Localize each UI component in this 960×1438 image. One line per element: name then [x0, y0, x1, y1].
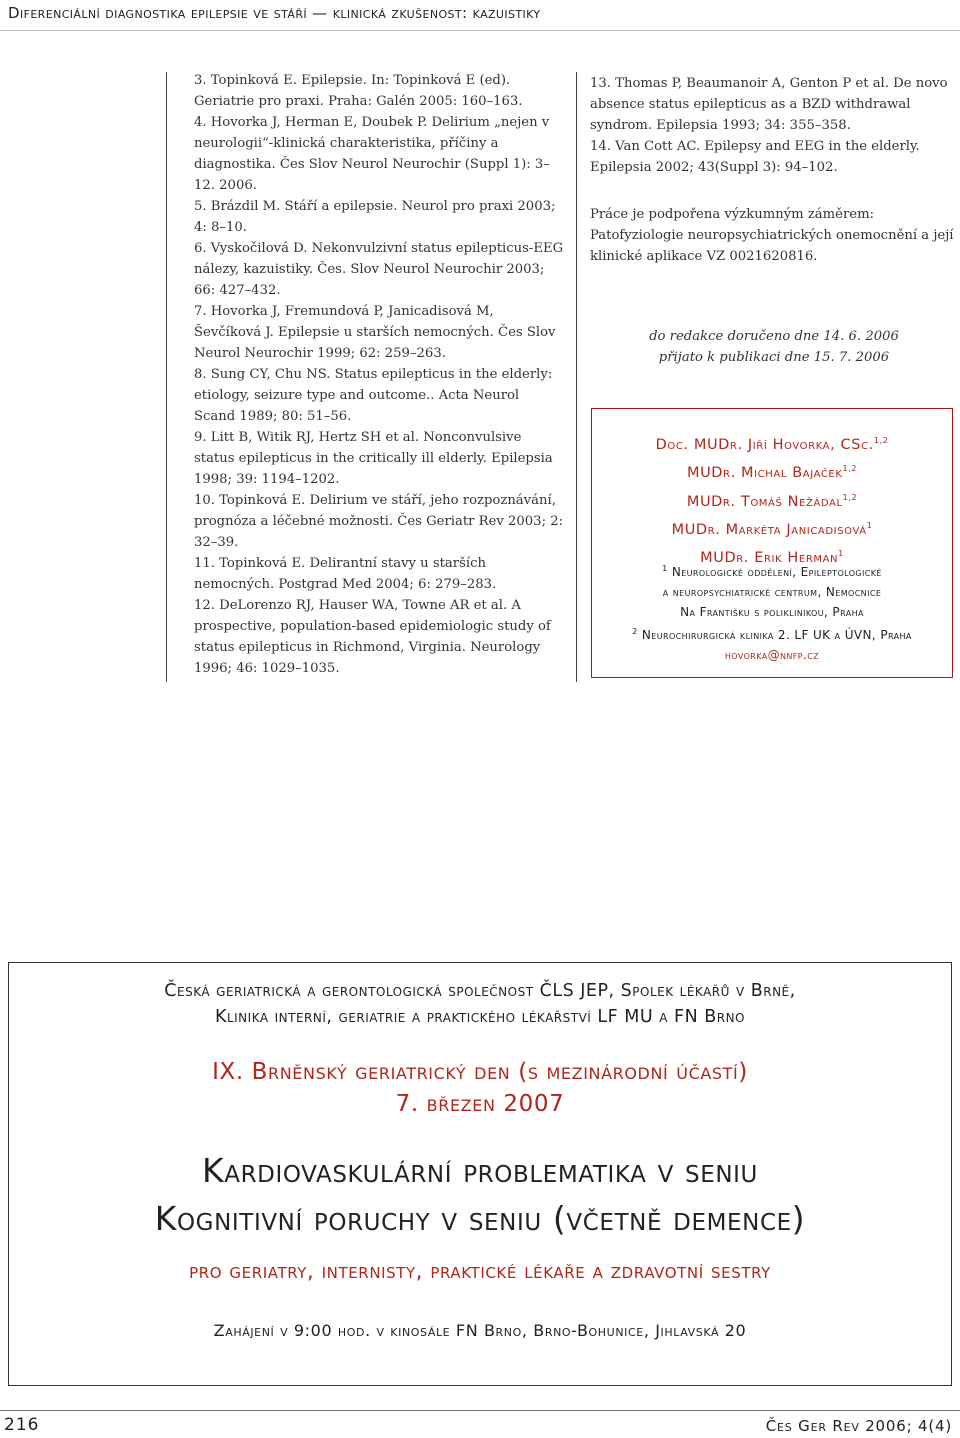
- event-announcement: [8, 962, 952, 1386]
- reference-item: 14. Van Cott AC. Epilepsy and EEG in the elderly. Epilepsia 2002; 43(Suppl 3): 94–102.: [590, 139, 920, 175]
- author-list: [592, 429, 952, 571]
- header-divider: [0, 30, 960, 31]
- organizer-line: Česká geriatrická a gerontologická společnost ČLS JEP, Spolek lékařů v Brně,: [164, 981, 796, 1001]
- author-name: MUDr. Erik Herman$^1$: [700, 549, 844, 567]
- affiliation-line: $^2$ Neurochirurgická klinika 2. LF UK a ÚVN, Praha: [632, 627, 912, 642]
- column-rule-middle: [576, 72, 577, 682]
- event-topic: Kardiovaskulární problematika v seniu: [202, 1151, 758, 1190]
- email-link[interactable]: hovorka@nnfp.cz: [724, 648, 820, 662]
- author-name: MUDr. Markéta Janicadisová$^1$: [671, 520, 873, 538]
- page-number: 216: [4, 1415, 40, 1435]
- reference-item: 7. Hovorka J, Fremundová P, Janicadisová M, Ševčíková J. Epilepsie u starších nemocných. Čes Slov Neurol Neurochir 1999; 62: 259–263.: [194, 304, 556, 361]
- reference-item: 3. Topinková E. Epilepsie. In: Topinková E (ed). Geriatrie pro praxi. Praha: Galén 2005: 160–163.: [194, 73, 523, 109]
- affiliation-line: $^1$ Neurologické oddělení, Epileptologické: [662, 564, 882, 579]
- affiliation-line: Na Františku s poliklinikou, Praha: [680, 605, 864, 619]
- author-box: [591, 408, 953, 678]
- affiliations: [592, 559, 952, 665]
- author-name: Doc. MUDr. Jiří Hovorka, CSc.$^{1,2}$: [655, 436, 889, 453]
- reference-item: 6. Vyskočilová D. Nekonvulzivní status epilepticus-EEG nálezy, kazuistiky. Čes. Slov Neurol Neurochir 2003; 66: 427–432.: [194, 241, 564, 298]
- reference-item: 13. Thomas P, Beaumanoir A, Genton P et al. De novo absence status epilepticus as a BZD withdrawal syndrom. Epilepsia 1993; 34: 355–358.: [590, 76, 948, 133]
- reference-item: 9. Litt B, Witik RJ, Hertz SH et al. Nonconvulsive status epilepticus in the critically ill elderly. Epilepsia 1998; 39: 1194–1202.: [194, 430, 553, 487]
- author-name: MUDr. Michal Bajaček$^{1,2}$: [686, 464, 858, 482]
- running-header: Diferenciální diagnostika epilepsie ve stáří — klinická zkušenost: kazuistiky: [8, 4, 541, 22]
- reference-item: 12. DeLorenzo RJ, Hauser WA, Towne AR et al. A prospective, population-based epidemiologic study of status epilepticus in Richmond, Virginia. Neurology 1996; 46: 1029–1035.: [194, 598, 551, 676]
- organizer-line: Klinika interní, geriatrie a praktického lékařství LF MU a FN Brno: [214, 1007, 745, 1027]
- accepted-date: přijato k publikaci dne 15. 7. 2006: [658, 350, 890, 365]
- grant-note: Práce je podpořena výzkumným záměrem: Patofyziologie neuropsychiatrických onemocnění a její klinické aplikace VZ 0021620816.: [590, 207, 954, 264]
- journal-citation: Čes Ger Rev 2006; 4(4): [765, 1417, 952, 1435]
- received-date: do redakce doručeno dne 14. 6. 2006: [649, 329, 899, 344]
- event-venue: Zahájení v 9:00 hod. v kinosále FN Brno, Brno-Bohunice, Jihlavská 20: [213, 1321, 747, 1340]
- references-column-left: [194, 70, 564, 679]
- footer-divider: [0, 1410, 960, 1411]
- event-title: IX. Brněnský geriatrický den (s mezinárodní účastí): [212, 1059, 748, 1085]
- reference-item: 8. Sung CY, Chu NS. Status epilepticus in the elderly: etiology, seizure type and outcome.. Acta Neurol Scand 1989; 80: 51–56.: [194, 367, 553, 424]
- reference-item: 10. Topinková E. Delirium ve stáří, jeho rozpoznávání, prognóza a léčebné možnosti. Čes Geriatr Rev 2003; 2: 32–39.: [194, 493, 564, 550]
- received-dates: [590, 326, 958, 368]
- references-column-right: [590, 73, 958, 178]
- reference-item: 5. Brázdil M. Stáří a epilepsie. Neurol pro praxi 2003; 4: 8–10.: [194, 199, 556, 235]
- column-rule-left: [166, 72, 167, 682]
- reference-item: 11. Topinková E. Delirantní stavy u starších nemocných. Postgrad Med 2004; 6: 279–283.: [194, 556, 497, 592]
- author-name: MUDr. Tomáš Nežádal$^{1,2}$: [686, 492, 858, 510]
- reference-item: 4. Hovorka J, Herman E, Doubek P. Delirium „nejen v neurologii“-klinická charakteristika, příčiny a diagnostika. Čes Slov Neurol Neurochir (Suppl 1): 3–12. 2006.: [194, 115, 550, 193]
- event-date: 7. březen 2007: [395, 1091, 565, 1117]
- event-audience: pro geriatry, internisty, praktické lékaře a zdravotní sestry: [189, 1259, 771, 1283]
- event-topic: Kognitivní poruchy v seniu (včetně demence): [154, 1199, 806, 1238]
- affiliation-line: a neuropsychiatrické centrum, Nemocnice: [662, 585, 882, 599]
